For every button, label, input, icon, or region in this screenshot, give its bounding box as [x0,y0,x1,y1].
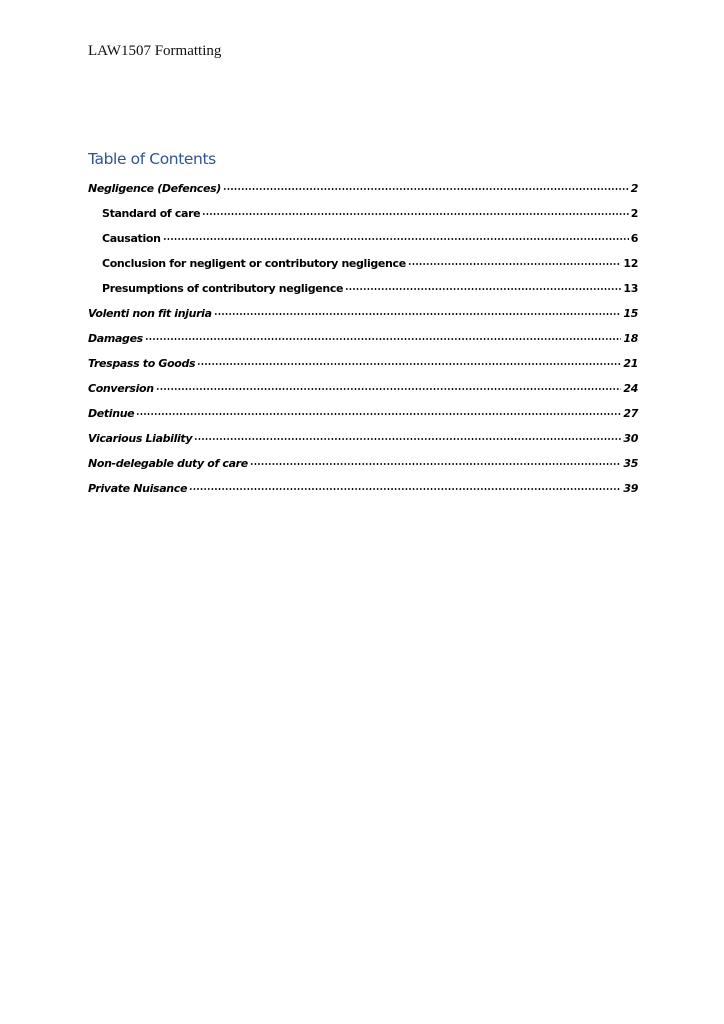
dot-leader [197,363,621,365]
toc-entry-label: Causation [102,232,161,245]
dot-leader [408,263,622,265]
toc-entry-page: 18 [623,332,638,345]
table-of-contents [88,182,638,507]
toc-entry-label: Conversion [88,382,154,395]
toc-entry-label: Vicarious Liability [88,432,193,445]
toc-entry-page: 13 [623,282,638,295]
toc-entry-non-delegable-duty[interactable] [88,457,638,482]
toc-entry-page: 21 [623,357,638,370]
toc-entry-damages[interactable] [88,332,638,357]
toc-entry-presumptions-contributory-negligence[interactable] [88,282,638,307]
toc-entry-standard-of-care[interactable] [88,207,638,232]
toc-title: Table of Contents [88,150,216,168]
dot-leader [145,338,622,340]
toc-entry-page: 15 [623,307,638,320]
toc-entry-label: Trespass to Goods [88,357,196,370]
toc-entry-label: Standard of care [102,207,201,220]
toc-entry-label: Negligence (Defences) [88,182,221,195]
dot-leader [214,313,622,315]
dot-leader [345,288,621,290]
toc-entry-page: 27 [623,407,638,420]
dot-leader [250,463,622,465]
toc-entry-volenti-non-fit-injuria[interactable] [88,307,638,332]
dot-leader [202,213,628,215]
dot-leader [163,238,629,240]
toc-entry-label: Volenti non fit injuria [88,307,212,320]
dot-leader [136,413,621,415]
toc-entry-page: 24 [623,382,638,395]
toc-entry-detinue[interactable] [88,407,638,432]
toc-entry-page: 39 [623,482,638,495]
toc-entry-page: 12 [623,257,638,270]
toc-entry-vicarious-liability[interactable] [88,432,638,457]
toc-entry-page: 2 [630,207,638,220]
dot-leader [156,388,622,390]
toc-entry-label: Detinue [88,407,135,420]
toc-entry-label: Damages [88,332,143,345]
toc-entry-label: Presumptions of contributory negligence [102,282,344,295]
toc-entry-page: 6 [630,232,638,245]
dot-leader [189,488,621,490]
toc-entry-page: 30 [623,432,638,445]
toc-entry-label: Conclusion for negligent or contributory negligence [102,257,406,270]
toc-entry-negligence-defences[interactable] [88,182,638,207]
toc-entry-conclusion-negligence[interactable] [88,257,638,282]
dot-leader [194,438,621,440]
toc-entry-label: Non-delegable duty of care [88,457,248,470]
toc-entry-label: Private Nuisance [88,482,188,495]
toc-entry-private-nuisance[interactable] [88,482,638,507]
toc-entry-page: 35 [623,457,638,470]
toc-entry-page: 2 [630,182,638,195]
page-header: LAW1507 Formatting [88,43,222,59]
toc-entry-conversion[interactable] [88,382,638,407]
dot-leader [223,188,629,190]
toc-entry-trespass-to-goods[interactable] [88,357,638,382]
toc-entry-causation[interactable] [88,232,638,257]
